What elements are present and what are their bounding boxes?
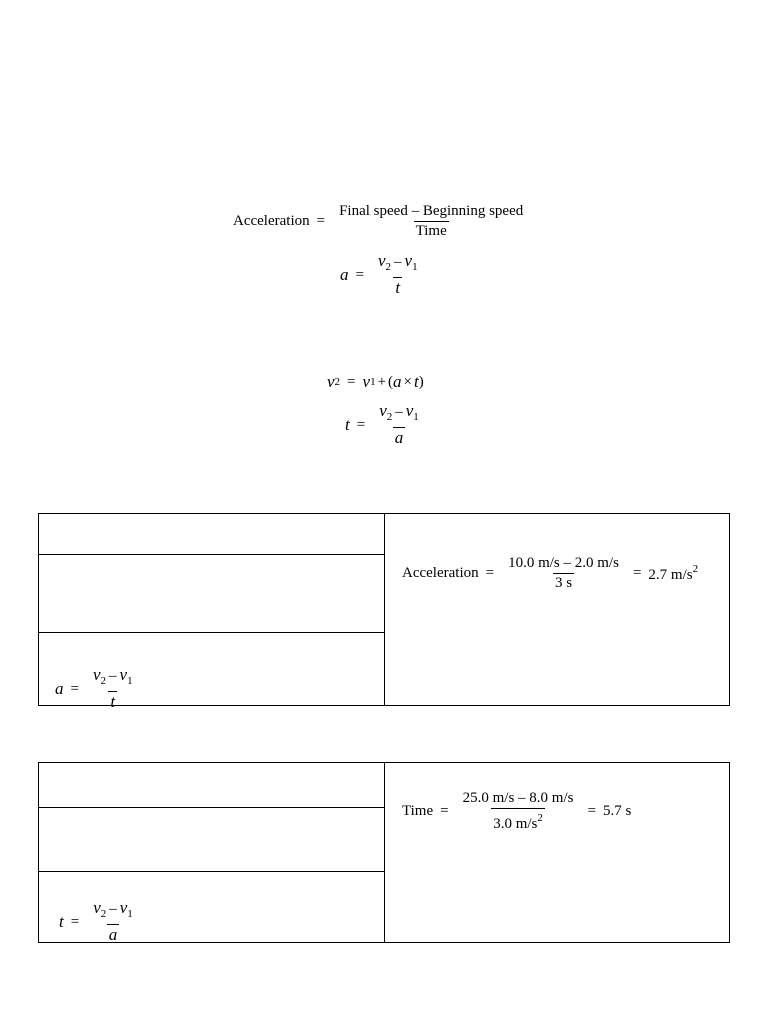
table-divider	[384, 763, 385, 942]
denominator-text: 3.0 m/s	[493, 816, 538, 832]
subscript: 2	[386, 411, 393, 423]
fraction-numerator: 10.0 m/s – 2.0 m/s	[508, 555, 619, 571]
fraction	[377, 402, 421, 448]
fraction-numerator	[376, 252, 420, 277]
acceleration-label: Acceleration	[233, 213, 310, 229]
equals-sign: =	[70, 680, 79, 697]
table-row-divider	[39, 871, 384, 872]
table-row-divider	[39, 632, 384, 633]
minus-sign: –	[109, 901, 117, 917]
final-speed-formula	[327, 372, 424, 392]
var-t: t	[414, 372, 419, 391]
subscript: 1	[413, 411, 419, 423]
fraction	[376, 252, 420, 298]
equals-sign: =	[485, 565, 495, 581]
subscript: 2	[334, 376, 341, 388]
open-paren: (	[388, 373, 394, 390]
acceleration-label: Acceleration	[402, 565, 479, 581]
fraction-denominator	[108, 691, 117, 712]
subscript: 1	[127, 908, 133, 920]
var-v: v	[379, 401, 387, 420]
fraction-denominator	[107, 924, 120, 945]
fraction-numerator	[91, 899, 135, 924]
var-a: a	[394, 428, 404, 447]
fraction	[91, 666, 135, 712]
minus-sign: –	[395, 404, 403, 420]
equals-sign: =	[316, 213, 326, 229]
acceleration-formula-cell	[55, 666, 140, 712]
subscript: 2	[100, 675, 107, 687]
var-t: t	[345, 415, 350, 434]
var-v: v	[377, 251, 386, 270]
times-sign: ×	[403, 373, 412, 390]
time-label: Time	[402, 803, 434, 819]
fraction	[91, 899, 135, 945]
fraction-numerator: Final speed – Beginning speed	[339, 203, 524, 219]
fraction	[461, 790, 576, 833]
fraction-numerator	[377, 402, 421, 427]
time-example-table	[38, 762, 730, 943]
var-v: v	[119, 898, 128, 917]
table-cell-empty	[39, 514, 384, 554]
fraction-numerator: 25.0 m/s – 8.0 m/s	[462, 790, 574, 806]
time-example-calc	[402, 790, 631, 833]
equals-sign: =	[70, 913, 80, 930]
exponent: 2	[692, 563, 699, 575]
exponent: 2	[537, 812, 543, 824]
result-value: 5.7 s	[602, 803, 632, 819]
table-cell-empty	[39, 555, 384, 632]
fraction-numerator	[91, 666, 135, 691]
fraction	[506, 555, 621, 592]
var-v: v	[93, 898, 101, 917]
subscript: 1	[370, 376, 376, 388]
time-symbol-formula	[345, 402, 426, 448]
equals-sign: =	[632, 565, 642, 581]
var-v: v	[362, 372, 371, 391]
fraction-denominator	[393, 427, 406, 448]
subscript: 1	[127, 675, 133, 687]
var-v: v	[405, 401, 414, 420]
plus-sign: +	[377, 373, 387, 390]
var-a: a	[393, 372, 402, 391]
acceleration-example-table	[38, 513, 730, 711]
subscript: 2	[385, 261, 392, 273]
var-t: t	[395, 278, 401, 297]
acceleration-example-calc	[402, 555, 698, 592]
equals-sign: =	[355, 266, 364, 283]
minus-sign: –	[109, 668, 117, 684]
var-v: v	[92, 665, 101, 684]
result-value	[648, 563, 698, 584]
acceleration-symbol-formula	[340, 252, 425, 298]
acceleration-word-formula	[233, 203, 530, 240]
var-a: a	[55, 679, 64, 698]
var-t: t	[59, 912, 64, 931]
var-v: v	[119, 665, 128, 684]
acceleration-fraction	[337, 203, 525, 240]
table-divider	[384, 514, 385, 705]
fraction-denominator: 3 s	[554, 575, 573, 591]
table-cell-empty	[39, 808, 384, 871]
equals-sign: =	[440, 803, 449, 819]
equals-sign: =	[587, 803, 596, 819]
fraction-denominator	[491, 808, 545, 833]
result-text: 2.7 m/s	[648, 567, 693, 583]
equals-sign: =	[356, 416, 366, 433]
var-a: a	[108, 925, 118, 944]
var-a: a	[340, 265, 349, 284]
var-v: v	[327, 372, 335, 391]
fraction-denominator: Time	[415, 223, 447, 239]
close-paren: )	[418, 373, 424, 390]
minus-sign: –	[394, 254, 402, 270]
time-formula-cell	[59, 899, 140, 945]
subscript: 2	[100, 908, 107, 920]
subscript: 1	[412, 261, 418, 273]
table-cell-empty	[39, 763, 384, 807]
var-t: t	[110, 692, 116, 711]
var-v: v	[404, 251, 413, 270]
fraction-denominator	[393, 277, 402, 298]
equals-sign: =	[347, 373, 356, 390]
